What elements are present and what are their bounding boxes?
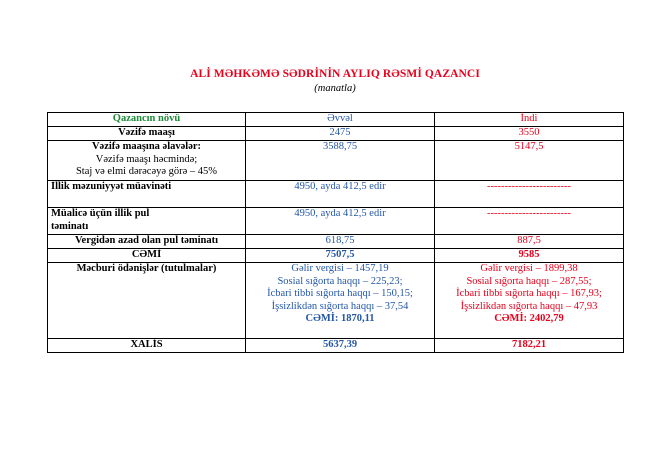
row-previous-value: 2475 [246, 127, 435, 141]
table-row [48, 127, 624, 141]
row-current-value: 887,5 [435, 235, 624, 249]
row-previous-value: 618,75 [246, 235, 435, 249]
header-current: İndi [435, 113, 624, 127]
table-row [48, 208, 624, 235]
row-current-deductions [435, 263, 624, 339]
table-header-row [48, 113, 624, 127]
salary-table [47, 112, 624, 353]
row-previous-net: 5637,39 [246, 339, 435, 353]
row-current-net: 7182,21 [435, 339, 624, 353]
document-title: ALİ MƏHKƏMƏ SƏDRİNİN AYLIQ RƏSMİ QAZANCI [190, 68, 480, 80]
row-previous-deductions [246, 263, 435, 339]
row-label-line: Staj və elmi dərəcəyə görə – 45% [75, 166, 218, 178]
row-current-value: ------------------------ [435, 181, 624, 208]
row-label [48, 141, 246, 181]
deduction-line: Gəlir vergisi – 1899,38 [480, 263, 578, 274]
row-label: Məcburi ödənişlər (tutulmalar) [48, 263, 246, 339]
row-previous-total: 7507,5 [246, 249, 435, 263]
row-label-line: Vəzifə maaşı həcmində; [95, 153, 198, 165]
deduction-total: CƏMİ: 2402,79 [494, 313, 564, 325]
row-current-total: 9585 [435, 249, 624, 263]
deduction-line: İşsizlikdən sığorta haqqı – 47,93 [460, 300, 598, 312]
header-earning-type: Qazancın növü [48, 113, 246, 127]
row-label-line: Vəzifə maaşına əlavələr: [91, 141, 202, 152]
deduction-total: CƏMİ: 1870,11 [305, 313, 375, 325]
row-label: Vəzifə maaşı [48, 127, 246, 141]
table-row [48, 263, 624, 339]
row-label: İllik məzuniyyət müavinəti [48, 181, 246, 208]
deduction-line: İşsizlikdən sığorta haqqı – 37,54 [271, 300, 409, 312]
row-label: CƏMİ [48, 249, 246, 263]
header-previous: Əvvəl [246, 113, 435, 127]
row-label-line: Müalicə üçün illik pul [51, 208, 150, 219]
row-label: Vergidən azad olan pul təminatı [48, 235, 246, 249]
table-row [48, 141, 624, 181]
table-row [48, 339, 624, 353]
table-row [48, 249, 624, 263]
deduction-line: Sosial sığorta haqqı – 287,55; [466, 275, 592, 287]
table-row [48, 235, 624, 249]
row-previous-value: 3588,75 [246, 141, 435, 181]
row-label [48, 208, 246, 235]
deduction-line: Gəlir vergisi – 1457,19 [291, 263, 389, 274]
document-subtitle: (manatla) [314, 83, 356, 94]
row-previous-value: 4950, ayda 412,5 edir [246, 208, 435, 235]
row-label: XALİS [48, 339, 246, 353]
row-current-value: 3550 [435, 127, 624, 141]
deduction-line: İcbari tibbi sığorta haqqı – 150,15; [267, 288, 413, 300]
row-label-line: təminatı [51, 220, 89, 232]
row-previous-value: 4950, ayda 412,5 edir [246, 181, 435, 208]
table-row [48, 181, 624, 208]
deduction-line: Sosial sığorta haqqı – 225,23; [277, 275, 403, 287]
row-current-value: ------------------------ [435, 208, 624, 235]
row-current-value: 5147,5 [435, 141, 624, 181]
deduction-line: İcbari tibbi sığorta haqqı – 167,93; [456, 288, 602, 300]
